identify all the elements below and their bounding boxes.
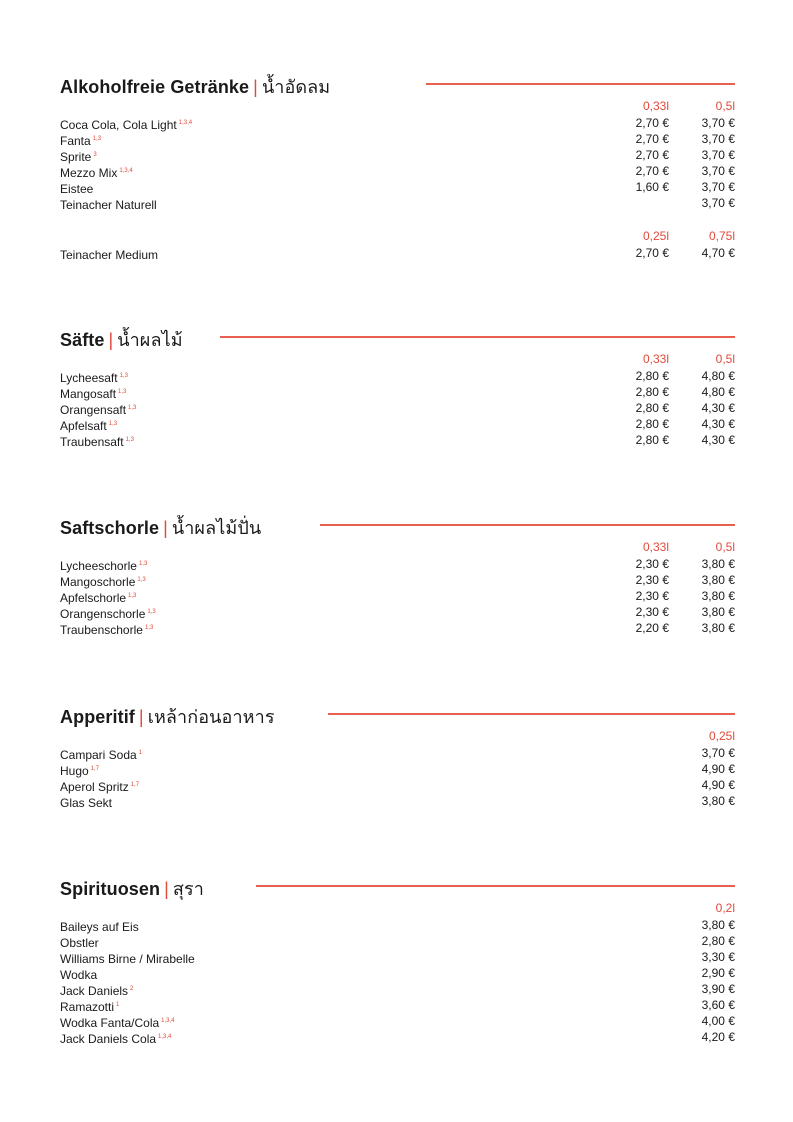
menu-item — [60, 416, 735, 432]
volume-label-large: 0,25l — [708, 729, 735, 743]
item-name: Wodka — [60, 968, 98, 982]
price-large: 4,30 € — [701, 433, 735, 447]
menu-item — [60, 147, 735, 163]
additive-note: 1,3 — [138, 561, 148, 567]
additive-note: 1,3 — [119, 373, 128, 379]
section-header — [60, 325, 735, 351]
additive-note: 1,3,4 — [161, 1018, 175, 1024]
price-large: 3,80 € — [701, 794, 735, 808]
menu-item — [60, 179, 735, 195]
price-large: 2,80 € — [701, 934, 735, 948]
menu-section — [60, 72, 735, 261]
section-rule — [320, 524, 735, 526]
item-name: Eistee — [60, 182, 94, 196]
price-large: 3,80 € — [701, 621, 735, 635]
volume-label-large: 0,75l — [708, 229, 735, 243]
volume-label-small: 0,33l — [642, 99, 669, 113]
price-large: 3,70 € — [701, 116, 735, 130]
price-large: 4,70 € — [701, 246, 735, 260]
price-large: 4,30 € — [701, 417, 735, 431]
section-title — [60, 72, 330, 101]
price-small: 2,80 € — [635, 417, 669, 431]
section-title-german: Saftschorle — [60, 518, 160, 538]
item-name: Jack Daniels — [60, 984, 129, 998]
menu-item — [60, 384, 735, 400]
menu-item — [60, 917, 735, 933]
section-rule — [220, 336, 735, 338]
item-name: Campari Soda — [60, 748, 137, 762]
price-large: 3,70 € — [701, 180, 735, 194]
price-large: 2,90 € — [701, 966, 735, 980]
item-name-cell — [60, 620, 153, 638]
additive-note: 1,3,4 — [119, 168, 133, 174]
price-large: 4,80 € — [701, 369, 735, 383]
price-large: 3,90 € — [701, 982, 735, 996]
volume-header — [60, 729, 735, 745]
volume-label-large: 0,2l — [715, 901, 735, 915]
item-name: Mangosaft — [60, 387, 117, 401]
menu-item — [60, 761, 735, 777]
section-title-thai: สุรา — [172, 879, 204, 899]
menu-item — [60, 620, 735, 636]
additive-note: 1 — [138, 750, 143, 756]
volume-header — [60, 540, 735, 556]
additive-note: 1,3 — [128, 593, 137, 599]
item-name: Orangenschorle — [60, 607, 146, 621]
item-name-cell — [60, 245, 160, 263]
menu-item — [60, 933, 735, 949]
volume-label-small: 0,25l — [642, 229, 669, 243]
item-name: Mezzo Mix — [60, 166, 118, 180]
item-name-cell — [60, 432, 134, 450]
price-large: 4,00 € — [701, 1014, 735, 1028]
item-name: Fanta — [60, 134, 91, 148]
price-small: 2,80 € — [635, 401, 669, 415]
item-name: Glas Sekt — [60, 796, 113, 810]
menu-section — [60, 513, 735, 636]
price-small: 2,70 € — [635, 116, 669, 130]
volume-header — [60, 99, 735, 115]
menu-item — [60, 981, 735, 997]
menu-item — [60, 195, 735, 211]
volume-label-large: 0,5l — [715, 540, 735, 554]
price-large: 3,60 € — [701, 998, 735, 1012]
item-name: Williams Birne / Mirabelle — [60, 952, 195, 966]
title-separator: | — [164, 879, 169, 899]
menu-item — [60, 115, 735, 131]
item-name: Baileys auf Eis — [60, 920, 139, 934]
additive-note: 1,3,4 — [178, 120, 193, 126]
additive-note: 1,3 — [108, 421, 118, 427]
volume-header — [60, 901, 735, 917]
additive-note: 2 — [130, 986, 134, 992]
section-title — [60, 325, 183, 354]
section-rule — [328, 713, 735, 715]
additive-note: 1,3 — [125, 437, 134, 443]
section-title — [60, 513, 261, 542]
item-name: Teinacher Naturell — [60, 198, 157, 212]
item-name: Jack Daniels Cola — [60, 1032, 157, 1046]
item-name: Aperol Spritz — [60, 780, 129, 794]
menu-item — [60, 949, 735, 965]
price-large: 3,70 € — [701, 132, 735, 146]
additive-note: 1,7 — [90, 766, 100, 772]
additive-note: 1,7 — [130, 782, 140, 788]
menu-item — [60, 745, 735, 761]
menu-item — [60, 368, 735, 384]
item-name: Ramazotti — [60, 1000, 115, 1014]
price-large: 4,90 € — [701, 778, 735, 792]
item-name: Coca Cola, Cola Light — [60, 118, 177, 132]
menu-item — [60, 604, 735, 620]
additive-note: 1,3 — [137, 577, 146, 583]
volume-label-small: 0,33l — [642, 540, 669, 554]
menu-item — [60, 588, 735, 604]
price-small: 2,30 € — [635, 557, 669, 571]
menu-item — [60, 556, 735, 572]
menu-section — [60, 325, 735, 448]
section-title-thai: น้ำผลไม้ปั่น — [171, 518, 262, 538]
additive-note: 1,3 — [92, 136, 102, 142]
menu-item — [60, 777, 735, 793]
price-small: 2,70 € — [635, 246, 669, 260]
volume-label-large: 0,5l — [715, 352, 735, 366]
group-spacer — [60, 211, 735, 228]
item-name: Apfelschorle — [60, 591, 127, 605]
section-title-german: Apperitif — [60, 707, 135, 727]
menu-item — [60, 245, 735, 261]
section-title-thai: น้ำอัดลม — [261, 77, 331, 97]
section-rule — [256, 885, 735, 887]
item-name: Apfelsaft — [60, 419, 107, 433]
price-large: 4,20 € — [701, 1030, 735, 1044]
price-small: 2,30 € — [635, 589, 669, 603]
section-title-german: Säfte — [60, 330, 105, 350]
item-name: Wodka Fanta/Cola — [60, 1016, 160, 1030]
additive-note: 1,3 — [147, 609, 156, 615]
additive-note: 1,3 — [144, 625, 154, 631]
menu-section — [60, 702, 735, 809]
menu-item — [60, 400, 735, 416]
menu-item — [60, 965, 735, 981]
section-header — [60, 513, 735, 539]
additive-note: 1,3,4 — [158, 1034, 172, 1040]
menu-item — [60, 1013, 735, 1029]
price-small: 2,70 € — [635, 132, 669, 146]
title-separator: | — [108, 330, 114, 350]
item-name: Sprite — [60, 150, 92, 164]
price-small: 2,20 € — [635, 621, 669, 635]
item-name: Lycheeschorle — [60, 559, 137, 573]
price-small: 1,60 € — [635, 180, 669, 194]
item-name: Orangensaft — [60, 403, 127, 417]
additive-note: 3 — [93, 152, 97, 158]
item-name: Traubensaft — [60, 435, 124, 449]
section-header — [60, 72, 735, 98]
item-name-cell — [60, 793, 114, 811]
volume-label-large: 0,5l — [715, 99, 735, 113]
price-small: 2,80 € — [635, 433, 669, 447]
price-large: 3,80 € — [701, 573, 735, 587]
section-title-german: Spirituosen — [60, 879, 161, 899]
menu-item — [60, 163, 735, 179]
section-rule — [426, 83, 735, 85]
price-small: 2,30 € — [635, 605, 669, 619]
item-name-cell — [60, 195, 159, 213]
menu-item — [60, 572, 735, 588]
price-small: 2,30 € — [635, 573, 669, 587]
section-header — [60, 702, 735, 728]
price-large: 3,70 € — [701, 148, 735, 162]
item-name: Mangoschorle — [60, 575, 136, 589]
menu-item — [60, 131, 735, 147]
menu-item — [60, 1029, 735, 1045]
volume-header — [60, 229, 735, 245]
item-name: Traubenschorle — [60, 623, 143, 637]
price-large: 4,90 € — [701, 762, 735, 776]
price-large: 3,70 € — [701, 746, 735, 760]
section-title-german: Alkoholfreie Getränke — [60, 77, 250, 97]
item-name: Obstler — [60, 936, 99, 950]
menu-item — [60, 432, 735, 448]
price-large: 3,70 € — [701, 196, 735, 210]
price-small: 2,80 € — [635, 385, 669, 399]
price-large: 3,80 € — [701, 589, 735, 603]
title-separator: | — [253, 77, 258, 97]
price-large: 4,30 € — [701, 401, 735, 415]
additive-note: 1 — [116, 1002, 120, 1008]
volume-label-small: 0,33l — [642, 352, 669, 366]
item-name: Lycheesaft — [60, 371, 118, 385]
price-large: 4,80 € — [701, 385, 735, 399]
item-name-cell — [60, 1029, 171, 1047]
price-large: 3,80 € — [701, 918, 735, 932]
section-title-thai: น้ำผลไม้ — [117, 330, 183, 350]
section-header — [60, 874, 735, 900]
price-small: 2,70 € — [635, 164, 669, 178]
item-name: Hugo — [60, 764, 89, 778]
title-separator: | — [163, 518, 168, 538]
additive-note: 1,3 — [128, 405, 137, 411]
volume-header — [60, 352, 735, 368]
title-separator: | — [138, 707, 144, 727]
price-small: 2,80 € — [635, 369, 669, 383]
price-large: 3,80 € — [701, 557, 735, 571]
menu-item — [60, 793, 735, 809]
additive-note: 1,3 — [118, 389, 127, 395]
menu-item — [60, 997, 735, 1013]
section-title — [60, 874, 204, 903]
section-title-thai: เหล้าก่อนอาหาร — [147, 707, 275, 727]
section-title — [60, 702, 275, 731]
item-name: Teinacher Medium — [60, 248, 159, 262]
price-small: 2,70 € — [635, 148, 669, 162]
price-large: 3,30 € — [701, 950, 735, 964]
price-large: 3,80 € — [701, 605, 735, 619]
menu-section — [60, 874, 735, 1045]
price-large: 3,70 € — [701, 164, 735, 178]
